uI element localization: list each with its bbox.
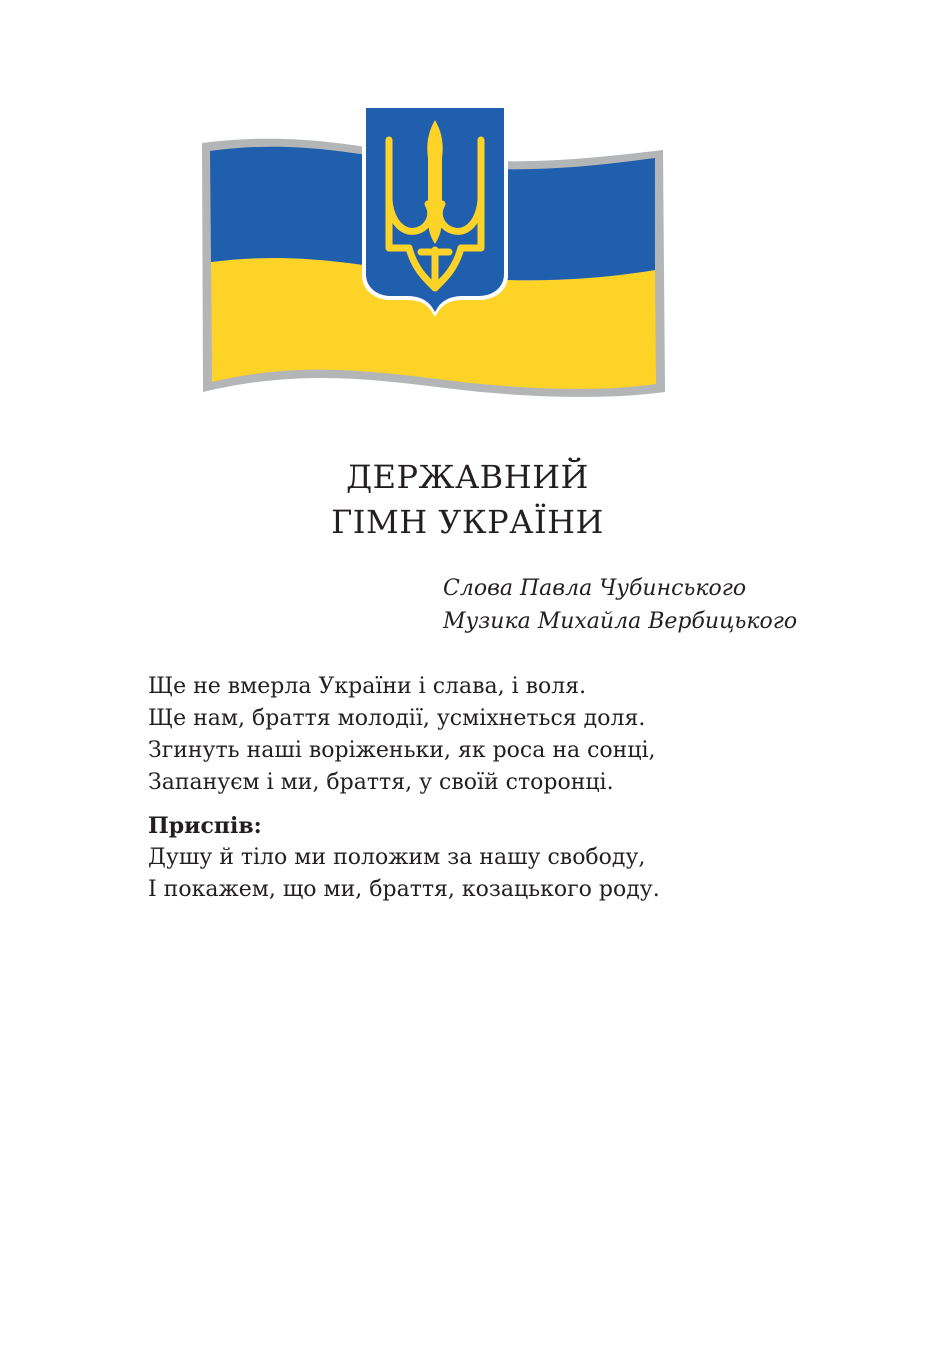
credit-music: Музика Михайла Вербицького (443, 609, 798, 634)
credit-lyrics: Слова Павла Чубинського (443, 576, 747, 601)
verse (148, 671, 656, 799)
chorus-label: Приспів: (148, 813, 262, 839)
verse-line: Ще нам, браття молодії, усміхнеться доля. (148, 706, 646, 731)
chorus-line: І покажем, що ми, браття, козацького роду. (148, 877, 660, 902)
page-title (0, 455, 935, 545)
ukraine-flag (195, 100, 670, 410)
chorus-line: Душу й тіло ми положим за нашу свободу, (148, 845, 646, 870)
title-line-2: ГІМН УКРАЇНИ (331, 503, 604, 541)
verse-line: Згинуть наші воріженьки, як роса на сонці, (148, 738, 656, 763)
title-line-1: ДЕРЖАВНИЙ (346, 458, 589, 496)
verse-line: Ще не вмерла України і слава, і воля. (148, 674, 587, 699)
credits (443, 572, 797, 638)
verse-line: Запануєм і ми, браття, у своїй сторонці. (148, 770, 614, 795)
chorus (148, 810, 660, 906)
